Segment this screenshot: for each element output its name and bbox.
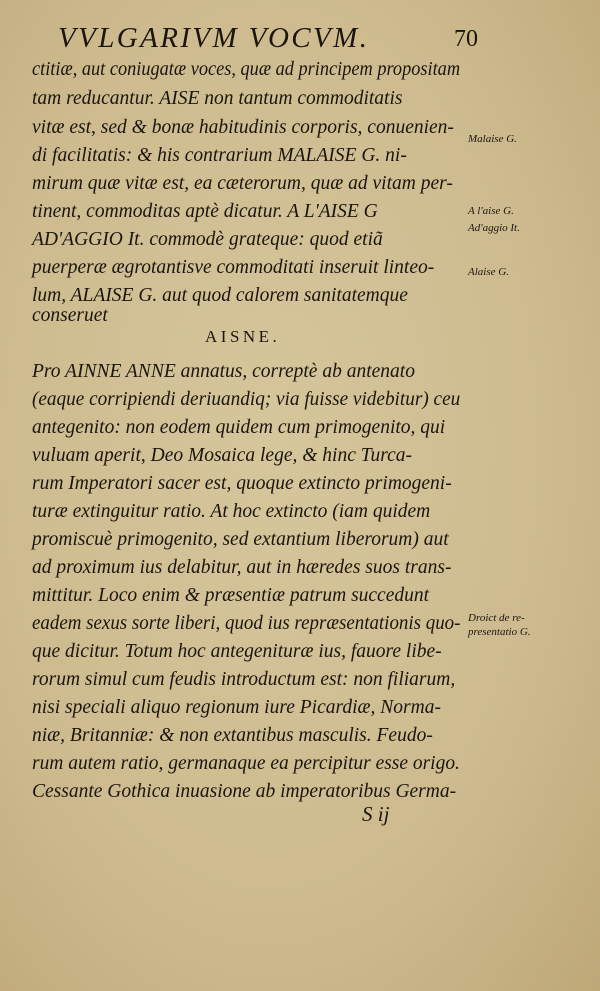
margin-note: A l'aise G. — [468, 205, 514, 217]
text-line: que dicitur. Totum hoc antegenituræ ius, fauore libe- — [32, 641, 442, 662]
text-line: vuluam aperit, Deo Mosaica lege, & hinc Turca- — [32, 445, 413, 466]
margin-note: Malaise G. — [468, 133, 517, 145]
text-line: ad proximum ius delabitur, aut in hæredes suos trans- — [32, 557, 452, 578]
text-line: rum Imperatori sacer est, quoque extincto primogeni- — [32, 473, 452, 494]
text-line: eadem sexus sorte liberi, quod ius repræsentationis quo- — [32, 613, 461, 634]
text-line: mittitur. Loco enim & præsentiæ patrum succedunt — [32, 585, 430, 606]
margin-note: Ad'aggio It. — [468, 222, 520, 234]
text-line: conseruet — [32, 305, 108, 326]
margin-note: presentatio G. — [468, 626, 531, 638]
text-line: di facilitatis: & his contrarium MALAISE G. ni- — [32, 145, 407, 166]
text-line: niæ, Britanniæ: & non extantibus masculis. Feudo- — [32, 725, 433, 746]
text-line: promiscuè primogenito, sed extantium liberorum) aut — [32, 529, 449, 550]
text-line: AD'AGGIO It. commodè grateque: quod etiã — [32, 229, 383, 250]
signature-mark: S ij — [362, 802, 390, 826]
text-line: rorum simul cum feudis introductum est: non filiarum, — [32, 669, 456, 690]
text-line: lum, ALAISE G. aut quod calorem sanitatemque — [32, 285, 408, 306]
text-line: ctitiæ, aut coniugatæ voces, quæ ad principem propositam — [32, 59, 461, 80]
text-line: tam reducantur. AISE non tantum commoditatis — [32, 88, 403, 109]
margin-note: Droict de re- — [468, 612, 525, 624]
text-line: antegenito: non eodem quidem cum primogenito, qui — [32, 417, 446, 438]
running-header — [58, 22, 478, 58]
text-line: Cessante Gothica inuasione ab imperatoribus Germa- — [32, 781, 457, 802]
page-number: 70 — [454, 26, 478, 52]
margin-note: Alaise G. — [468, 266, 509, 278]
text-line: tinent, commoditas aptè dicatur. A L'AISE G — [32, 201, 378, 222]
text-line: rum autem ratio, germanaque ea percipitur esse origo. — [32, 753, 460, 774]
text-line: mirum quæ vitæ est, ea cæterorum, quæ ad vitam per- — [32, 173, 453, 194]
text-line: nisi speciali aliquo regionum iure Picardiæ, Norma- — [32, 697, 441, 718]
text-line: turæ extinguitur ratio. At hoc extincto (iam quidem — [32, 501, 431, 522]
text-line: (eaque corripiendi deriuandiq; via fuisse videbitur) ceu — [32, 389, 461, 410]
header-title: VVLGARIVM VOCVM. — [58, 22, 370, 54]
text-line: puerperæ ægrotantisve commoditati inseruit linteo- — [32, 257, 435, 278]
section-heading: AISNE. — [205, 327, 281, 346]
text-line: vitæ est, sed & bonæ habitudinis corporis, conuenien- — [32, 117, 454, 138]
text-line: Pro AINNE ANNE annatus, correptè ab antenato — [32, 361, 415, 382]
